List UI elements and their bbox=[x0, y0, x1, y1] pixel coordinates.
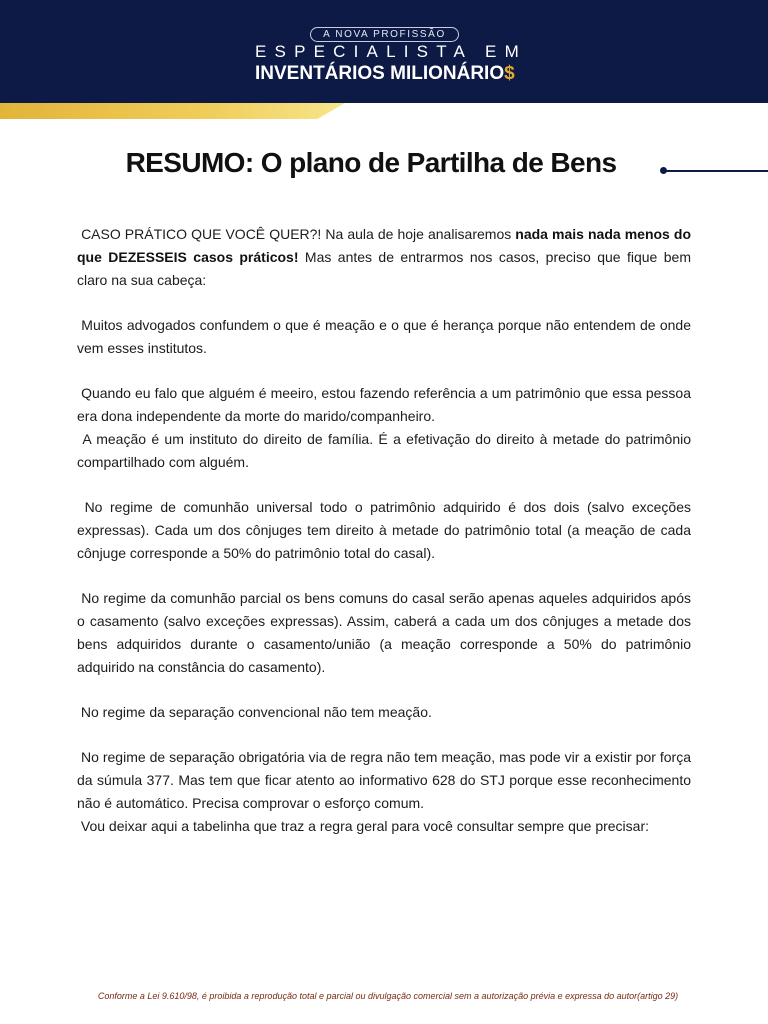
intro-bold-text: nada mais nada menos do que DEZESSEIS casos práticos! bbox=[77, 226, 691, 265]
paragraph-separacao-convencional bbox=[77, 701, 691, 724]
page-title: RESUMO: O plano de Partilha de Bens bbox=[125, 147, 617, 178]
paragraph-tabelinha bbox=[77, 815, 691, 838]
intro-text-end: Mas antes de entrarmos nos casos, preciso que fique bem claro na sua cabeça: bbox=[77, 249, 691, 288]
header-banner bbox=[0, 0, 768, 103]
paragraph-separacao-obrigatoria bbox=[77, 746, 691, 815]
header-subtitle: ESPECIALISTA EM bbox=[255, 42, 527, 61]
intro-text-start: CASO PRÁTICO QUE VOCÊ QUER?! Na aula de hoje analisaremos bbox=[81, 226, 516, 242]
paragraph-intro bbox=[77, 223, 691, 292]
paragraph-text: No regime da comunhão parcial os bens comuns do casal serão apenas aqueles adquiridos após o casamento (salvo exceções expressas). Assim, caberá a cada um dos cônjuges a metade dos bens adquiridos durante o casamento/união (a meação corresponde a 50% do patrimônio adquirido na constância do casamento). bbox=[77, 590, 691, 675]
paragraph-comunhao-parcial bbox=[77, 587, 691, 679]
paragraph-comunhao-universal bbox=[77, 496, 691, 565]
brand-logo-text bbox=[255, 62, 535, 86]
title-decoration-line bbox=[665, 170, 768, 172]
paragraph-instituto bbox=[77, 428, 691, 474]
paragraph-meacao-heranca bbox=[77, 314, 691, 360]
paragraph-text: No regime de comunhão universal todo o patrimônio adquirido é dos dois (salvo exceções expressas). Cada um dos cônjuges tem direito à metade do patrimônio total (a meação de cada cônjuge corresponde a 50% do patrimônio total do casal). bbox=[77, 499, 692, 561]
paragraph-text: A meação é um instituto do direito de família. É a efetivação do direito à metade do patrimônio compartilhado com alguém. bbox=[77, 431, 692, 470]
paragraph-text: Muitos advogados confundem o que é meação e o que é herança porque não entendem de onde vem esses institutos. bbox=[77, 317, 691, 356]
paragraph-meeiro bbox=[77, 382, 691, 428]
brand-main-text: INVENTÁRIOS MILIONÁRIO bbox=[255, 63, 505, 84]
paragraph-text: No regime de separação obrigatória via de regra não tem meação, mas pode vir a existir por força da súmula 377. Mas tem que ficar atento ao informativo 628 do STJ porque esse reconhecimento não é automático. Precisa comprovar o esforço comum. bbox=[77, 749, 692, 811]
paragraph-text: No regime da separação convencional não tem meação. bbox=[80, 704, 432, 720]
document-body bbox=[77, 223, 691, 838]
brand-dollar-sign: $ bbox=[504, 63, 515, 84]
copyright-footer: Conforme a Lei 9.610/98, é proibida a reprodução total e parcial ou divulgação comercial sem a autorização prévia e expressa do autor(artigo 29) bbox=[97, 991, 679, 1001]
paragraph-text: Quando eu falo que alguém é meeiro, estou fazendo referência a um patrimônio que essa pessoa era dona independente da morte do marido/companheiro. bbox=[77, 385, 692, 424]
gold-accent-band bbox=[0, 103, 345, 119]
header-tagline: A NOVA PROFISSÃO bbox=[310, 27, 459, 42]
paragraph-text: Vou deixar aqui a tabelinha que traz a regra geral para você consultar sempre que precisar: bbox=[80, 818, 650, 834]
